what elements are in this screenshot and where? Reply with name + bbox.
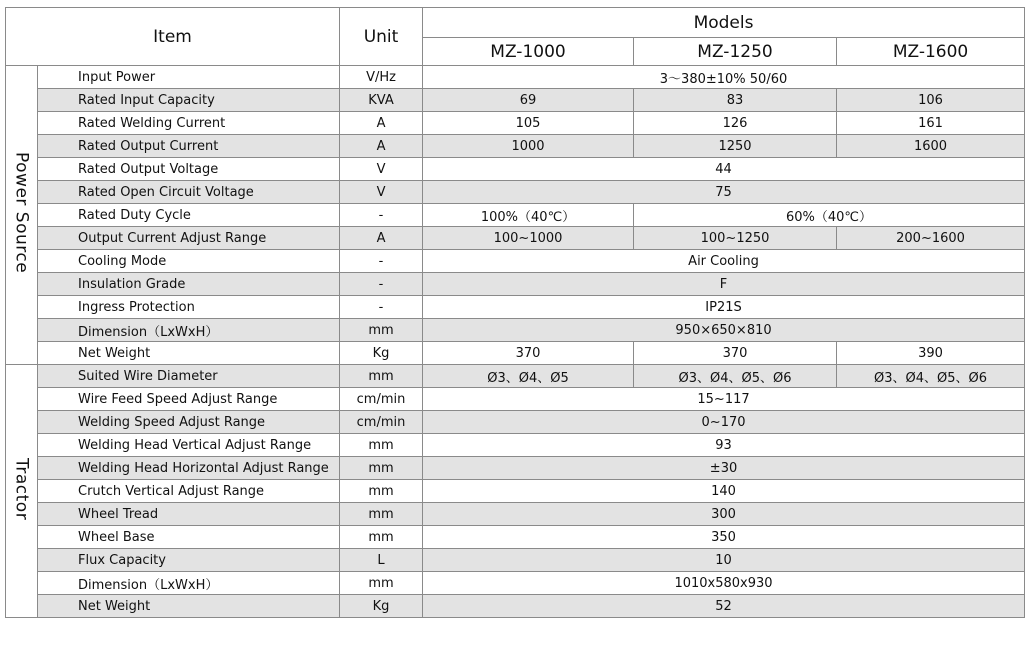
table-row [6,158,1025,181]
spec-table [5,7,1025,618]
item-cell: Output Current Adjust Range [38,227,340,250]
value-cell: 44 [423,158,1025,181]
item-cell: Welding Head Horizontal Adjust Range [38,457,340,480]
item-cell: Rated Open Circuit Voltage [38,181,340,204]
value-cell: 105 [423,112,634,135]
table-row [6,457,1025,480]
models-header: Models [423,8,1025,38]
value-cell: 100~1250 [634,227,837,250]
item-cell: Ingress Protection [38,296,340,319]
unit-cell: mm [340,480,423,503]
item-cell: Welding Head Vertical Adjust Range [38,434,340,457]
table-row [6,273,1025,296]
unit-cell: A [340,227,423,250]
item-cell: Wheel Tread [38,503,340,526]
unit-cell: V [340,158,423,181]
table-row [6,66,1025,89]
table-row [6,204,1025,227]
value-cell: 83 [634,89,837,112]
value-cell: 52 [423,595,1025,618]
item-cell: Net Weight [38,342,340,365]
unit-cell: Kg [340,595,423,618]
value-cell: 60%（40℃） [634,204,1025,227]
value-cell: Ø3、Ø4、Ø5、Ø6 [634,365,837,388]
value-cell: 100~1000 [423,227,634,250]
section-label-cell [6,365,38,618]
table-row [6,181,1025,204]
unit-cell: V/Hz [340,66,423,89]
value-cell: ±30 [423,457,1025,480]
item-cell: Rated Output Current [38,135,340,158]
unit-cell: mm [340,526,423,549]
value-cell: 161 [837,112,1025,135]
value-cell: 1000 [423,135,634,158]
value-cell: 1600 [837,135,1025,158]
item-cell: Input Power [38,66,340,89]
item-header: Item [6,8,340,66]
value-cell: Ø3、Ø4、Ø5 [423,365,634,388]
section-label-cell [6,66,38,365]
value-cell: 300 [423,503,1025,526]
item-cell: Dimension（LxWxH） [38,319,340,342]
item-cell: Insulation Grade [38,273,340,296]
table-row [6,250,1025,273]
model-header: MZ-1000 [423,38,634,66]
table-row [6,572,1025,595]
unit-cell: - [340,296,423,319]
section-title: Tractor [11,457,32,521]
item-cell: Welding Speed Adjust Range [38,411,340,434]
unit-cell: L [340,549,423,572]
unit-cell: cm/min [340,388,423,411]
item-cell: Dimension（LxWxH） [38,572,340,595]
value-cell: 950×650×810 [423,319,1025,342]
value-cell: 3～380±10% 50/60 [423,66,1025,89]
table-row [6,526,1025,549]
model-header: MZ-1600 [837,38,1025,66]
item-cell: Flux Capacity [38,549,340,572]
table-row [6,480,1025,503]
unit-cell: A [340,112,423,135]
table-row [6,503,1025,526]
item-cell: Rated Input Capacity [38,89,340,112]
value-cell: 1010x580x930 [423,572,1025,595]
item-cell: Net Weight [38,595,340,618]
item-cell: Cooling Mode [38,250,340,273]
table-row [6,112,1025,135]
value-cell: F [423,273,1025,296]
value-cell: 0~170 [423,411,1025,434]
model-header: MZ-1250 [634,38,837,66]
unit-cell: KVA [340,89,423,112]
value-cell: 93 [423,434,1025,457]
unit-cell: mm [340,572,423,595]
unit-cell: mm [340,434,423,457]
unit-cell: V [340,181,423,204]
unit-header: Unit [340,8,423,66]
table-row [6,411,1025,434]
value-cell: 126 [634,112,837,135]
unit-cell: Kg [340,342,423,365]
unit-cell: cm/min [340,411,423,434]
unit-cell: mm [340,365,423,388]
value-cell: Air Cooling [423,250,1025,273]
value-cell: Ø3、Ø4、Ø5、Ø6 [837,365,1025,388]
table-row [6,227,1025,250]
value-cell: IP21S [423,296,1025,319]
value-cell: 10 [423,549,1025,572]
table-row [6,365,1025,388]
table-row [6,434,1025,457]
unit-cell: A [340,135,423,158]
value-cell: 370 [634,342,837,365]
unit-cell: mm [340,319,423,342]
value-cell: 15~117 [423,388,1025,411]
table-row [6,549,1025,572]
value-cell: 350 [423,526,1025,549]
value-cell: 100%（40℃） [423,204,634,227]
value-cell: 390 [837,342,1025,365]
item-cell: Rated Output Voltage [38,158,340,181]
table-row [6,89,1025,112]
value-cell: 370 [423,342,634,365]
value-cell: 200~1600 [837,227,1025,250]
table-row [6,595,1025,618]
unit-cell: mm [340,503,423,526]
unit-cell: - [340,273,423,296]
value-cell: 140 [423,480,1025,503]
unit-cell: - [340,250,423,273]
unit-cell: - [340,204,423,227]
value-cell: 75 [423,181,1025,204]
item-cell: Suited Wire Diameter [38,365,340,388]
table-row [6,342,1025,365]
item-cell: Wheel Base [38,526,340,549]
value-cell: 69 [423,89,634,112]
table-row [6,388,1025,411]
table-row [6,135,1025,158]
section-title: Power Source [11,152,32,274]
value-cell: 1250 [634,135,837,158]
item-cell: Wire Feed Speed Adjust Range [38,388,340,411]
value-cell: 106 [837,89,1025,112]
table-row [6,319,1025,342]
item-cell: Rated Welding Current [38,112,340,135]
table-row [6,296,1025,319]
unit-cell: mm [340,457,423,480]
item-cell: Rated Duty Cycle [38,204,340,227]
item-cell: Crutch Vertical Adjust Range [38,480,340,503]
